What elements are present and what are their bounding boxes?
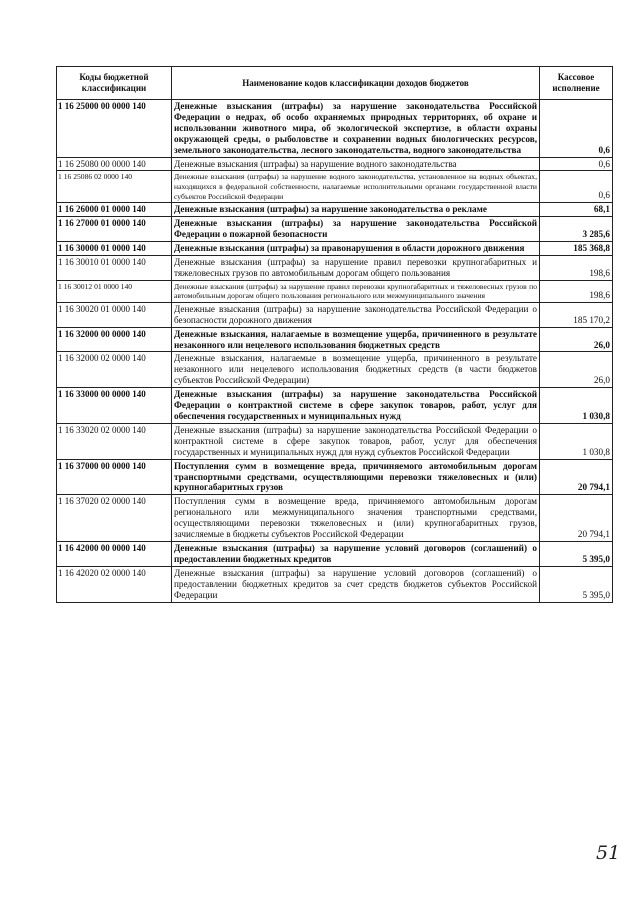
table-row <box>57 157 613 171</box>
table-row <box>57 241 613 255</box>
name-cell: Денежные взыскания (штрафы) за нарушение законодательства о рекламе <box>172 203 540 217</box>
value-cell: 26,0 <box>540 352 613 388</box>
name-cell: Денежные взыскания, налагаемые в возмещение ущерба, причиненного в результате незаконного или нецелевого использования бюджетных средств <box>172 327 540 352</box>
value-cell: 3 285,6 <box>540 217 613 242</box>
table-header-row <box>57 67 613 100</box>
name-cell: Денежные взыскания (штрафы) за нарушение законодательства Российской Федерации о недрах, об особо охраняемых природных территориях, об охране и использовании животного мира, об экологической экспертизе, в области охраны окружающей среды, о рыболовстве и сохранении водных биологических ресурсов, земельного законодательства, лесного законодательства, водного законодательства <box>172 100 540 158</box>
name-cell: Поступления сумм в возмещение вреда, причиняемого автомобильным дорогам регионального или межмуниципального значения транспортными средствами, осуществляющими перевозки тяжеловесных и (или) крупногабаритных грузов, зачисляемые в бюджеты субъектов Российской Федерации <box>172 495 540 542</box>
table-row <box>57 203 613 217</box>
name-cell: Денежные взыскания (штрафы) за нарушение водного законодательства, установленное на водных объектах, находящихся в федеральной собственности, налагаемые исполнительными органами государственной власти субъектов Российской Федерации <box>172 171 540 203</box>
value-cell: 26,0 <box>540 327 613 352</box>
value-cell: 0,6 <box>540 100 613 158</box>
code-cell: 1 16 30020 01 0000 140 <box>57 302 172 327</box>
name-cell: Денежные взыскания (штрафы) за нарушение водного законодательства <box>172 157 540 171</box>
value-cell: 0,6 <box>540 157 613 171</box>
code-cell: 1 16 42000 00 0000 140 <box>57 541 172 566</box>
table-row <box>57 100 613 158</box>
table-row <box>57 280 613 302</box>
table-row <box>57 423 613 459</box>
code-cell: 1 16 32000 00 0000 140 <box>57 327 172 352</box>
table-row <box>57 541 613 566</box>
header-code: Коды бюджетной классификации <box>57 67 172 100</box>
table-row <box>57 327 613 352</box>
value-cell: 185 368,8 <box>540 241 613 255</box>
name-cell: Денежные взыскания (штрафы) за нарушение правил перевозки крупногабаритных и тяжеловесных грузов по автомобильным дорогам общего пользования регионального или межмуниципального значения <box>172 280 540 302</box>
name-cell: Денежные взыскания (штрафы) за нарушение условий договоров (соглашений) о предоставлении бюджетных кредитов за счет средств бюджетов субъектов Российской Федерации <box>172 566 540 602</box>
value-cell: 5 395,0 <box>540 566 613 602</box>
table-row <box>57 566 613 602</box>
code-cell: 1 16 30010 01 0000 140 <box>57 255 172 280</box>
code-cell: 1 16 32000 02 0000 140 <box>57 352 172 388</box>
table-row <box>57 217 613 242</box>
value-cell: 20 794,1 <box>540 495 613 542</box>
code-cell: 1 16 33000 00 0000 140 <box>57 388 172 424</box>
header-value: Кассовое исполнение <box>540 67 613 100</box>
code-cell: 1 16 33020 02 0000 140 <box>57 423 172 459</box>
code-cell: 1 16 26000 01 0000 140 <box>57 203 172 217</box>
name-cell: Денежные взыскания (штрафы) за нарушение законодательства Российской Федерации о безопасности дорожного движения <box>172 302 540 327</box>
code-cell: 1 16 37000 00 0000 140 <box>57 459 172 495</box>
table-row <box>57 352 613 388</box>
name-cell: Денежные взыскания (штрафы) за нарушение условий договоров (соглашений) о предоставлении бюджетных кредитов <box>172 541 540 566</box>
name-cell: Поступления сумм в возмещение вреда, причиняемого автомобильным дорогам транспортными средствами, осуществляющими перевозки тяжеловесных и (или) крупногабаритных грузов <box>172 459 540 495</box>
name-cell: Денежные взыскания (штрафы) за нарушение законодательства Российской Федерации о пожарной безопасности <box>172 217 540 242</box>
table-row <box>57 388 613 424</box>
code-cell: 1 16 25000 00 0000 140 <box>57 100 172 158</box>
code-cell: 1 16 25080 00 0000 140 <box>57 157 172 171</box>
value-cell: 0,6 <box>540 171 613 203</box>
header-name: Наименование кодов классификации доходов бюджетов <box>172 67 540 100</box>
code-cell: 1 16 30000 01 0000 140 <box>57 241 172 255</box>
table-row <box>57 495 613 542</box>
table-body <box>57 100 613 603</box>
value-cell: 20 794,1 <box>540 459 613 495</box>
table-row <box>57 255 613 280</box>
name-cell: Денежные взыскания (штрафы) за правонарушения в области дорожного движения <box>172 241 540 255</box>
name-cell: Денежные взыскания, налагаемые в возмещение ущерба, причиненного в результате незаконного или нецелевого использования бюджетных средств (в части бюджетов субъектов Российской Федерации) <box>172 352 540 388</box>
value-cell: 185 170,2 <box>540 302 613 327</box>
name-cell: Денежные взыскания (штрафы) за нарушение правил перевозки крупногабаритных и тяжеловесных грузов по автомобильным дорогам общего пользования <box>172 255 540 280</box>
table-row <box>57 459 613 495</box>
name-cell: Денежные взыскания (штрафы) за нарушение законодательства Российской Федерации о контрактной системе в сфере закупок товаров, работ, услуг для обеспечения государственных и муниципальных нужд для нужд субъектов Российской Федерации <box>172 423 540 459</box>
code-cell: 1 16 27000 01 0000 140 <box>57 217 172 242</box>
code-cell: 1 16 30012 01 0000 140 <box>57 280 172 302</box>
page-number: 51 <box>596 842 621 864</box>
value-cell: 198,6 <box>540 280 613 302</box>
code-cell: 1 16 25086 02 0000 140 <box>57 171 172 203</box>
value-cell: 68,1 <box>540 203 613 217</box>
table-row <box>57 302 613 327</box>
name-cell: Денежные взыскания (штрафы) за нарушение законодательства Российской Федерации о контрактной системе в сфере закупок товаров, работ, услуг для обеспечения государственных и муниципальных нужд <box>172 388 540 424</box>
budget-revenue-table <box>56 66 613 603</box>
value-cell: 198,6 <box>540 255 613 280</box>
value-cell: 1 030,8 <box>540 423 613 459</box>
budget-table-container <box>56 66 612 603</box>
code-cell: 1 16 42020 02 0000 140 <box>57 566 172 602</box>
value-cell: 5 395,0 <box>540 541 613 566</box>
value-cell: 1 030,8 <box>540 388 613 424</box>
code-cell: 1 16 37020 02 0000 140 <box>57 495 172 542</box>
table-row <box>57 171 613 203</box>
